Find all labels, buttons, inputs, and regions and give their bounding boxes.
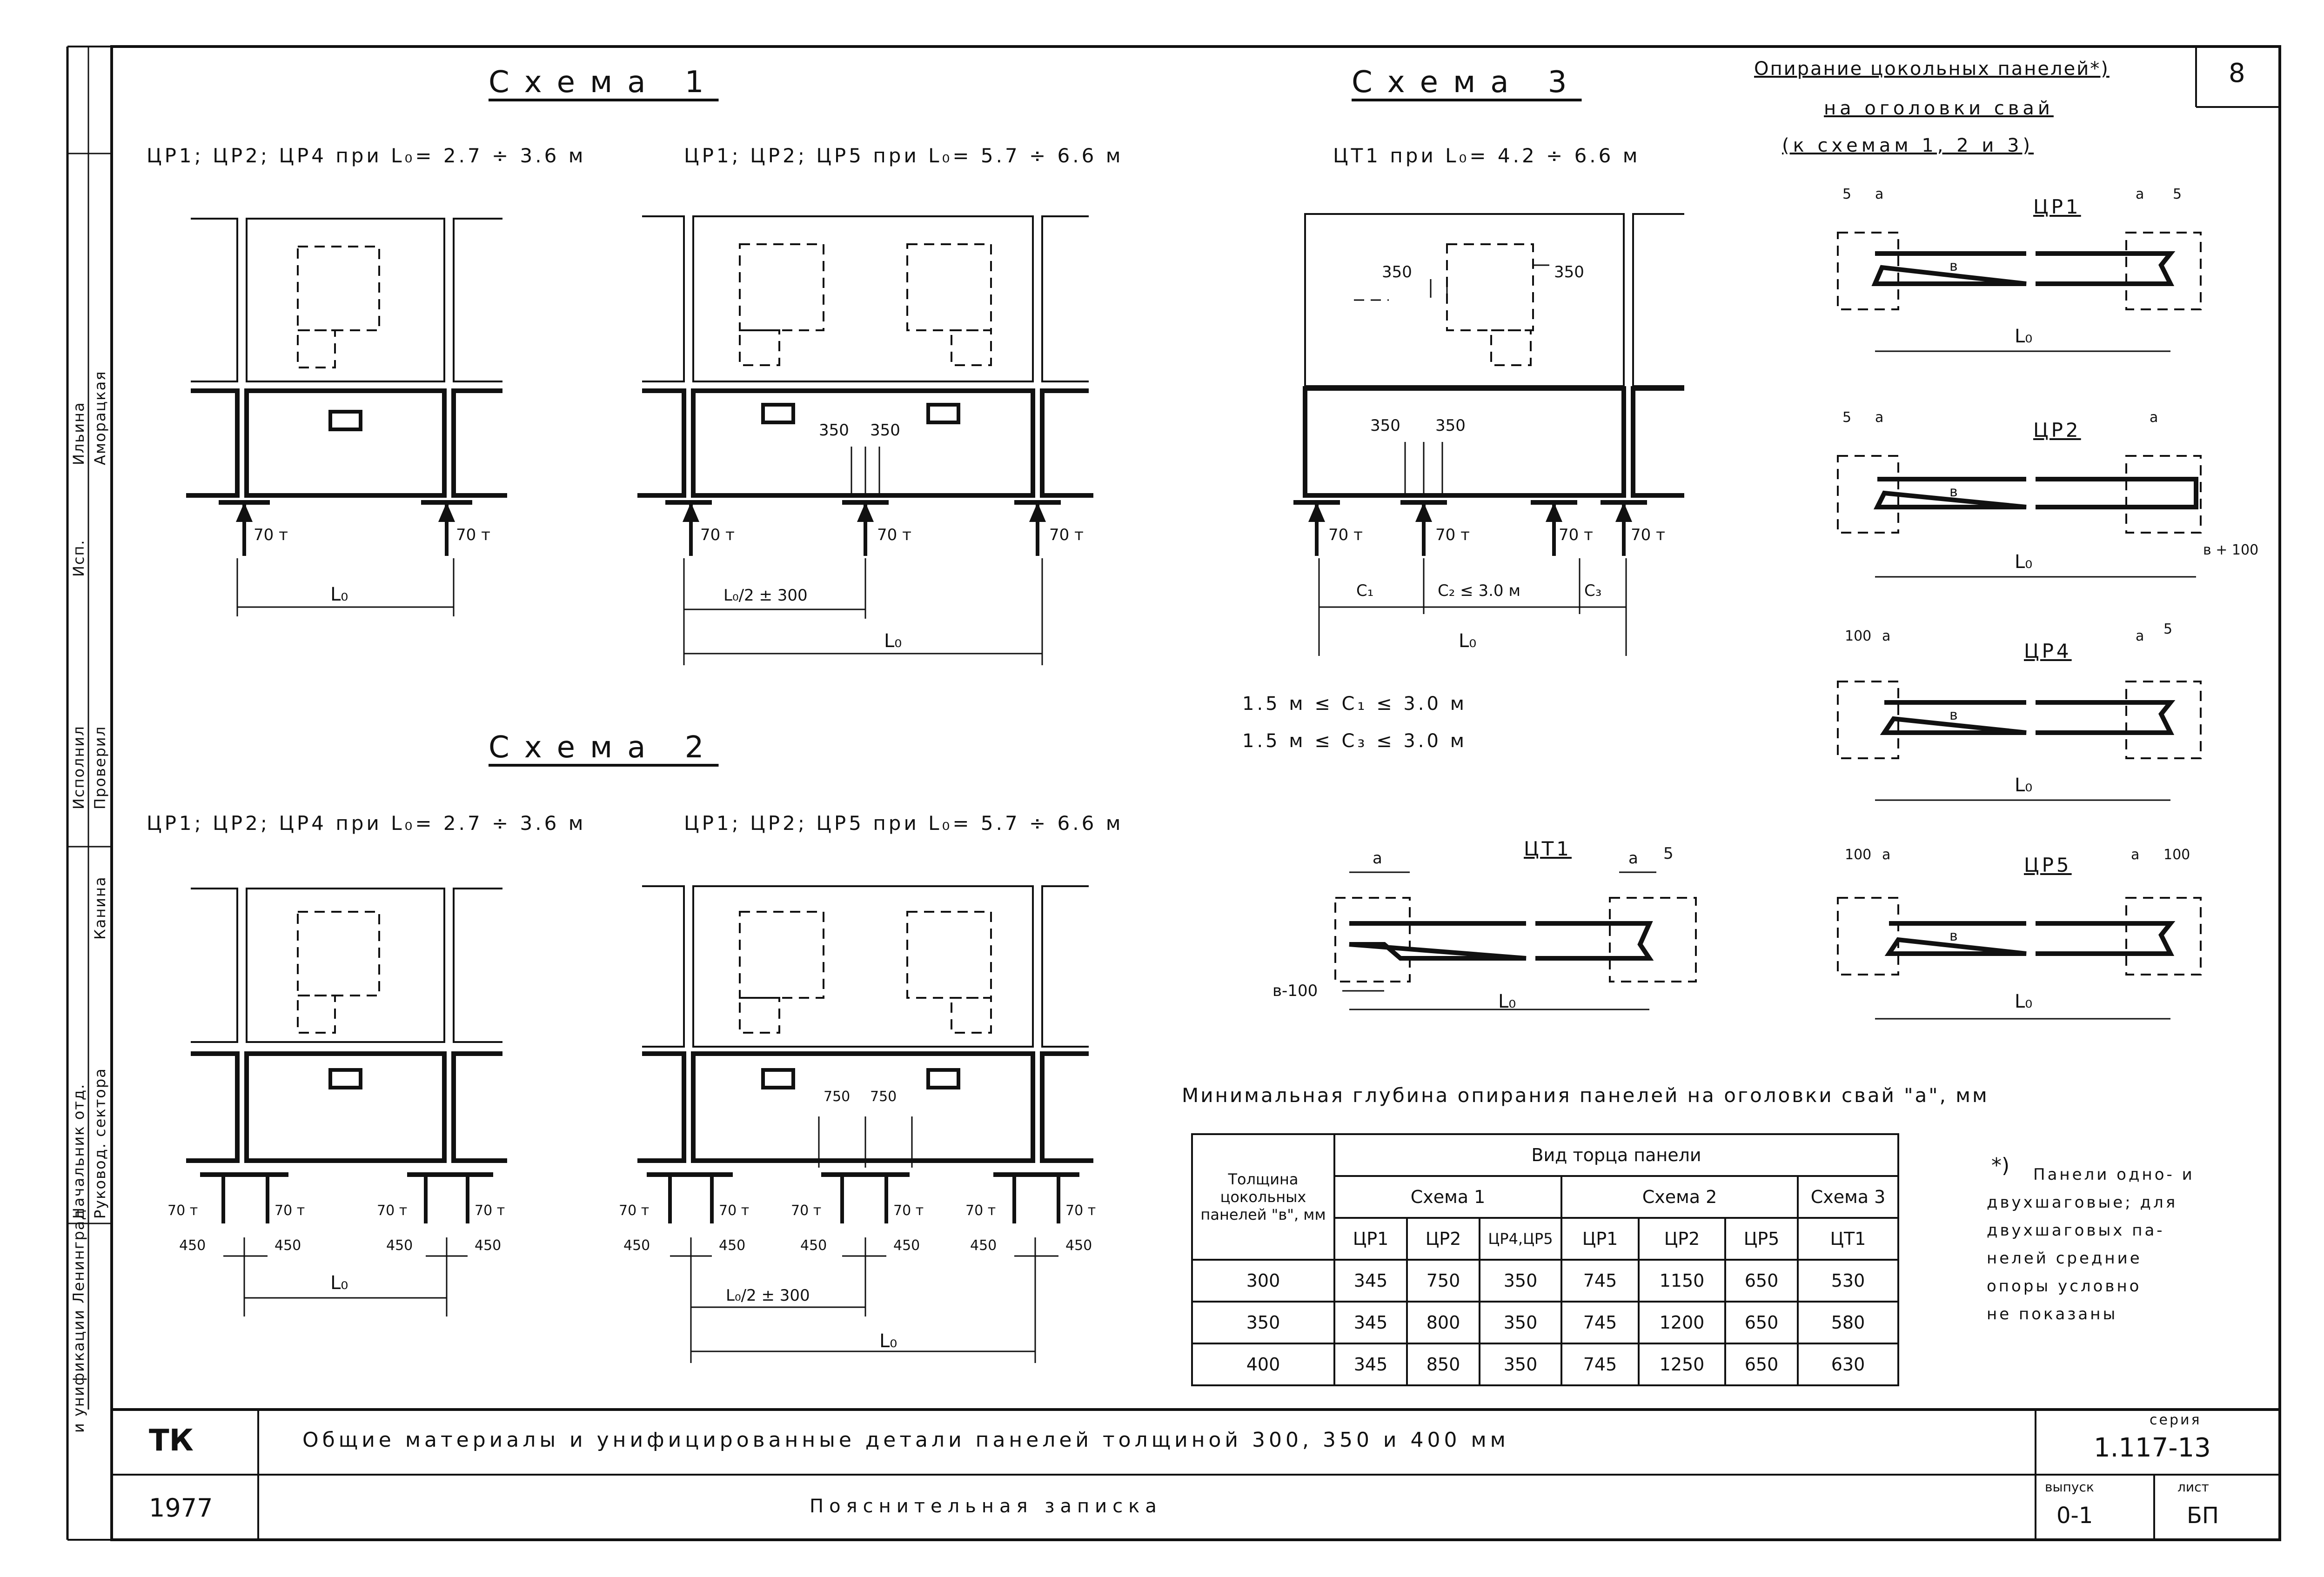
support-cr5-span: L₀ bbox=[2015, 991, 2033, 1012]
scheme3-dim350-d: 350 bbox=[1435, 416, 1466, 435]
support-cr4-span: L₀ bbox=[2015, 775, 2033, 796]
support-cr5-dim100-right: 100 bbox=[2163, 847, 2190, 863]
depth-table bbox=[1191, 1133, 1899, 1386]
scheme2-load-1: 70 т bbox=[167, 1203, 198, 1219]
table-cell: 650 bbox=[1725, 1302, 1798, 1343]
support-cr2-span: L₀ bbox=[2015, 551, 2033, 573]
scheme3-span: L₀ bbox=[1459, 630, 1477, 652]
scheme2-dim750-a: 750 bbox=[824, 1089, 851, 1105]
scheme3-dim350-a: 350 bbox=[1382, 263, 1412, 281]
footnote-line: не показаны bbox=[1987, 1305, 2118, 1323]
scheme3-load-3: 70 т bbox=[1559, 526, 1593, 544]
table-row bbox=[1192, 1260, 1898, 1302]
table-sub-header: ЦТ1 bbox=[1798, 1218, 1898, 1260]
scheme2-dim450-6: 450 bbox=[719, 1237, 746, 1254]
table-caption: Минимальная глубина опирания панелей на оголовки свай "a", мм bbox=[1182, 1084, 1989, 1107]
scheme1-load-2: 70 т bbox=[456, 526, 490, 544]
scheme3-load-1: 70 т bbox=[1328, 526, 1363, 544]
table-scheme2-header: Схема 2 bbox=[1561, 1176, 1798, 1218]
support-cr2-a-left: a bbox=[1875, 409, 1884, 426]
scheme2-right-drawing bbox=[637, 886, 1093, 1363]
scheme2-load-4: 70 т bbox=[475, 1203, 505, 1219]
scheme1-load-1: 70 т bbox=[254, 526, 288, 544]
scheme1-load-5: 70 т bbox=[1049, 526, 1084, 544]
ct1-b100: в-100 bbox=[1273, 982, 1318, 1000]
scheme3-dim350-c: 350 bbox=[1370, 416, 1400, 435]
title-block-issue-value: 0-1 bbox=[2056, 1503, 2093, 1529]
support-cr1-dim5-right: 5 bbox=[2173, 186, 2182, 202]
scheme3-condition-1: 1.5 м ≤ C₁ ≤ 3.0 м bbox=[1242, 693, 1467, 715]
scheme1-left-caption: ЦР1; ЦР2; ЦР4 при L₀= 2.7 ÷ 3.6 м bbox=[147, 144, 586, 167]
title-block-series-value: 1.117-13 bbox=[2094, 1433, 2211, 1463]
scheme2-dim450-1: 450 bbox=[179, 1237, 206, 1254]
scheme1-title: Схема 1 bbox=[489, 65, 719, 100]
sheet-number: 8 bbox=[2229, 58, 2245, 88]
scheme3-condition-2: 1.5 м ≤ C₃ ≤ 3.0 м bbox=[1242, 730, 1467, 752]
scheme2-load-3: 70 т bbox=[377, 1203, 408, 1219]
scheme2-half-span: L₀/2 ± 300 bbox=[726, 1286, 810, 1305]
side-stamp-name-ilina: Ильина bbox=[70, 401, 87, 465]
ct1-detail bbox=[1335, 872, 1696, 1009]
table-cell: 350 bbox=[1480, 1343, 1561, 1385]
support-cr1-dim5-left: 5 bbox=[1842, 186, 1852, 202]
footnote-line: опоры условно bbox=[1987, 1277, 2142, 1296]
scheme3-c3: C₃ bbox=[1584, 581, 1602, 600]
table-cell: 1150 bbox=[1639, 1260, 1725, 1302]
support-cr2-label: ЦР2 bbox=[2033, 419, 2081, 441]
scheme3-caption: ЦТ1 при L₀= 4.2 ÷ 6.6 м bbox=[1333, 144, 1641, 167]
scheme3-title: Схема 3 bbox=[1352, 65, 1582, 100]
table-sub-header: ЦР5 bbox=[1725, 1218, 1798, 1260]
side-stamp-name-kanina: Канина bbox=[91, 876, 109, 940]
scheme2-dim450-5: 450 bbox=[623, 1237, 650, 1254]
support-cr4-a-right: a bbox=[2136, 628, 2144, 644]
scheme2-dim450-7: 450 bbox=[800, 1237, 827, 1254]
footnote-mark: *) bbox=[1991, 1154, 2010, 1177]
table-cell: 630 bbox=[1798, 1343, 1898, 1385]
table-sub-header: ЦР4,ЦР5 bbox=[1480, 1218, 1561, 1260]
table-cell: 400 bbox=[1192, 1343, 1334, 1385]
scheme1-left-drawing bbox=[186, 219, 507, 616]
scheme2-load-10: 70 т bbox=[1065, 1203, 1096, 1219]
support-cr4-b: в bbox=[1949, 707, 1958, 723]
support-title-line1: Опирание цокольных панелей*) bbox=[1754, 58, 2110, 80]
scheme1-right-caption: ЦР1; ЦР2; ЦР5 при L₀= 5.7 ÷ 6.6 м bbox=[684, 144, 1124, 167]
title-block-series-label: серия bbox=[2150, 1412, 2202, 1428]
scheme2-span-left: L₀ bbox=[330, 1272, 348, 1294]
scheme3-load-2: 70 т bbox=[1435, 526, 1470, 544]
ct1-span: L₀ bbox=[1498, 991, 1516, 1012]
side-stamp-role-proveril: Проверил bbox=[91, 725, 109, 809]
table-cell: 345 bbox=[1334, 1260, 1407, 1302]
scheme1-dim350-a: 350 bbox=[819, 421, 849, 440]
title-block-year: 1977 bbox=[149, 1493, 213, 1523]
scheme1-load-3: 70 т bbox=[700, 526, 735, 544]
scheme2-dim450-8: 450 bbox=[893, 1237, 920, 1254]
ct1-label: ЦТ1 bbox=[1524, 837, 1572, 860]
table-cell: 800 bbox=[1407, 1302, 1480, 1343]
side-stamp-role-unification: и унификации Ленинград bbox=[70, 1209, 87, 1433]
scheme2-dim750-b: 750 bbox=[870, 1089, 897, 1105]
support-cr2-dim5: 5 bbox=[1842, 409, 1852, 426]
support-cr1-a-right: a bbox=[2136, 186, 2144, 202]
scheme2-load-8: 70 т bbox=[893, 1203, 924, 1219]
side-stamp-role-nachalnik: Начальник отд. bbox=[70, 1083, 87, 1219]
table-cell: 650 bbox=[1725, 1260, 1798, 1302]
support-cr4-dim5: 5 bbox=[2163, 621, 2173, 637]
support-cr4-label: ЦР4 bbox=[2024, 640, 2072, 662]
table-sub-header: ЦР2 bbox=[1407, 1218, 1480, 1260]
table-cell: 530 bbox=[1798, 1260, 1898, 1302]
scheme2-load-6: 70 т bbox=[719, 1203, 750, 1219]
support-cr2-b: в bbox=[1949, 484, 1958, 500]
table-scheme1-header: Схема 1 bbox=[1334, 1176, 1561, 1218]
scheme2-load-2: 70 т bbox=[275, 1203, 305, 1219]
scheme1-half-span: L₀/2 ± 300 bbox=[723, 586, 808, 605]
scheme2-dim450-2: 450 bbox=[275, 1237, 301, 1254]
support-cr2-b-plus: в + 100 bbox=[2203, 542, 2259, 558]
scheme3-c1: C₁ bbox=[1356, 581, 1374, 600]
table-row bbox=[1192, 1302, 1898, 1343]
scheme2-dim450-9: 450 bbox=[970, 1237, 997, 1254]
scheme2-load-9: 70 т bbox=[965, 1203, 996, 1219]
support-cr1-span: L₀ bbox=[2015, 326, 2033, 347]
title-block-issue-label: выпуск bbox=[2045, 1479, 2094, 1495]
ct1-a-left: a bbox=[1373, 849, 1382, 868]
ct1-a-right: a bbox=[1628, 849, 1638, 868]
table-cell: 750 bbox=[1407, 1260, 1480, 1302]
scheme2-dim450-4: 450 bbox=[475, 1237, 502, 1254]
table-sub-header: ЦР1 bbox=[1561, 1218, 1639, 1260]
support-cr1-a-left: a bbox=[1875, 186, 1884, 202]
table-cell: 580 bbox=[1798, 1302, 1898, 1343]
scheme1-load-4: 70 т bbox=[877, 526, 911, 544]
table-scheme3-header: Схема 3 bbox=[1798, 1176, 1898, 1218]
support-cr1-label: ЦР1 bbox=[2033, 195, 2081, 218]
scheme2-right-caption: ЦР1; ЦР2; ЦР5 при L₀= 5.7 ÷ 6.6 м bbox=[684, 812, 1124, 835]
support-cr5-label: ЦР5 bbox=[2024, 854, 2072, 876]
table-cell: 350 bbox=[1192, 1302, 1334, 1343]
table-row bbox=[1192, 1343, 1898, 1385]
footnote-line: нелей средние bbox=[1987, 1249, 2142, 1268]
support-cr5-dim100-left: 100 bbox=[1845, 847, 1872, 863]
support-cr2-a-right: a bbox=[2150, 409, 2158, 426]
table-cell: 350 bbox=[1480, 1302, 1561, 1343]
support-title-line2: на оголовки свай bbox=[1824, 98, 2054, 119]
side-stamp-role-rukovod: Руковод. сектора bbox=[91, 1068, 109, 1219]
scheme2-load-5: 70 т bbox=[619, 1203, 650, 1219]
footnote-line: двухшаговые; для bbox=[1987, 1193, 2178, 1212]
footnote-line: Панели одно- и bbox=[2033, 1165, 2195, 1184]
table-cell: 850 bbox=[1407, 1343, 1480, 1385]
scheme2-title: Схема 2 bbox=[489, 730, 719, 765]
title-block-list-value: БП bbox=[2187, 1503, 2219, 1529]
side-stamp-name-amoratskaya: Аморацкая bbox=[91, 370, 109, 465]
scheme1-right-drawing bbox=[637, 216, 1093, 665]
title-block-title: Общие материалы и унифицированные детали панелей толщиной 300, 350 и 400 мм bbox=[302, 1428, 1509, 1452]
title-block-org: ТК bbox=[149, 1423, 194, 1458]
support-cr5-b: в bbox=[1949, 928, 1958, 944]
scheme2-dim450-3: 450 bbox=[386, 1237, 413, 1254]
side-stamp-role-isp: Исп. bbox=[70, 539, 87, 577]
scheme2-left-drawing bbox=[186, 889, 507, 1316]
scheme3-c2: C₂ ≤ 3.0 м bbox=[1438, 581, 1521, 600]
scheme3-load-4: 70 т bbox=[1631, 526, 1665, 544]
table-cell: 745 bbox=[1561, 1260, 1639, 1302]
table-cell: 1250 bbox=[1639, 1343, 1725, 1385]
support-cr4-dim100: 100 bbox=[1845, 628, 1872, 644]
table-cell: 345 bbox=[1334, 1302, 1407, 1343]
scheme1-span-right: L₀ bbox=[884, 630, 902, 652]
footnote-line: двухшаговых па- bbox=[1987, 1221, 2165, 1240]
scheme1-dim350-b: 350 bbox=[870, 421, 900, 440]
scheme2-span-right: L₀ bbox=[879, 1330, 897, 1352]
title-block-list-label: лист bbox=[2177, 1479, 2209, 1495]
scheme2-load-7: 70 т bbox=[791, 1203, 822, 1219]
support-title-line3: (к схемам 1, 2 и 3) bbox=[1782, 135, 2034, 156]
scheme2-dim450-10: 450 bbox=[1065, 1237, 1092, 1254]
table-cell: 300 bbox=[1192, 1260, 1334, 1302]
table-cell: 745 bbox=[1561, 1343, 1639, 1385]
table-cell: 350 bbox=[1480, 1260, 1561, 1302]
support-cr4-a-left: a bbox=[1882, 628, 1891, 644]
scheme3-dim350-b: 350 bbox=[1554, 263, 1584, 281]
title-block-subtitle: Пояснительная записка bbox=[810, 1496, 1162, 1517]
table-group-header: Вид торца панели bbox=[1334, 1134, 1898, 1176]
sheet-frame bbox=[67, 47, 2280, 1540]
side-stamp-role-ispolnil: Исполнил bbox=[70, 725, 87, 809]
table-cell: 745 bbox=[1561, 1302, 1639, 1343]
table-col0-header: Толщина цокольных панелей "в", мм bbox=[1192, 1134, 1334, 1260]
table-cell: 1200 bbox=[1639, 1302, 1725, 1343]
support-cr5-a-left: a bbox=[1882, 847, 1891, 863]
table-cell: 650 bbox=[1725, 1343, 1798, 1385]
table-sub-header: ЦР1 bbox=[1334, 1218, 1407, 1260]
support-cr1-b: в bbox=[1949, 258, 1958, 274]
support-cr5-a-right: a bbox=[2131, 847, 2140, 863]
table-sub-header: ЦР2 bbox=[1639, 1218, 1725, 1260]
scheme2-left-caption: ЦР1; ЦР2; ЦР4 при L₀= 2.7 ÷ 3.6 м bbox=[147, 812, 586, 835]
ct1-dim5: 5 bbox=[1663, 844, 1674, 863]
table-cell: 345 bbox=[1334, 1343, 1407, 1385]
scheme1-span-left: L₀ bbox=[330, 584, 348, 605]
